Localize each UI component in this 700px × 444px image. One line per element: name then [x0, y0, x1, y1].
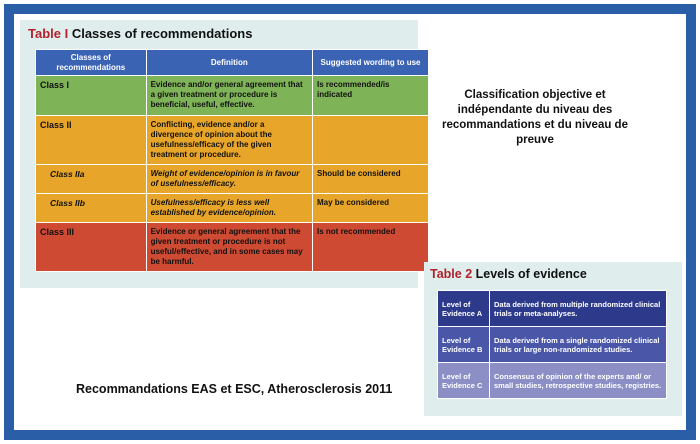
slide-caption: Classification objective et indépendante du niveau des recommandations et du niveau de preuve	[442, 89, 628, 146]
table-row	[36, 194, 429, 223]
class-iib-wording: May be considered	[313, 194, 429, 223]
levels-of-evidence-panel	[424, 262, 682, 416]
table1-title	[28, 26, 252, 41]
class-i-wording: Is recommended/is indicated	[313, 76, 429, 116]
table2-title	[430, 267, 587, 281]
table-row	[36, 76, 429, 116]
table-row	[36, 223, 429, 272]
level-b-description: Data derived from a single randomized clinical trials or large non-randomized studies.	[490, 327, 667, 363]
classes-of-recommendations-panel	[20, 20, 421, 288]
table-row	[36, 116, 429, 165]
class-iii-definition: Evidence or general agreement that the given treatment or procedure is not useful/effective, and in some cases may be harmful.	[146, 223, 312, 272]
table2-number: Table 2	[430, 267, 473, 281]
level-a-description: Data derived from multiple randomized clinical trials or meta-analyses.	[490, 291, 667, 327]
class-iib-definition: Usefulness/efficacy is less well established by evidence/opinion.	[146, 194, 312, 223]
class-iii-wording: Is not recommended	[313, 223, 429, 272]
class-iia-definition: Weight of evidence/opinion is in favour of usefulness/efficacy.	[146, 165, 312, 194]
level-c-label: Level of Evidence C	[438, 363, 490, 399]
class-i-label: Class I	[36, 76, 147, 116]
table-header-row	[36, 50, 429, 76]
table1-title-text: Classes of recommendations	[68, 26, 253, 41]
level-c-description: Consensus of opinion of the experts and/ or small studies, retrospective studies, registries.	[490, 363, 667, 399]
header-definition: Definition	[146, 50, 312, 76]
citation: Recommandations EAS et ESC, Atherosclerosis 2011	[76, 382, 393, 396]
class-iib-label: Class IIb	[36, 194, 147, 223]
table-row	[438, 291, 667, 327]
class-i-definition: Evidence and/or general agreement that a given treatment or procedure is beneficial, useful, effective.	[146, 76, 312, 116]
table1-number: Table I	[28, 26, 69, 41]
header-classes: Classes of recommendations	[36, 50, 147, 76]
classes-table	[35, 49, 429, 272]
class-ii-label: Class II	[36, 116, 147, 165]
class-iia-wording: Should be considered	[313, 165, 429, 194]
table-row	[438, 363, 667, 399]
header-wording: Suggested wording to use	[313, 50, 429, 76]
class-iii-label: Class III	[36, 223, 147, 272]
class-iia-label: Class IIa	[36, 165, 147, 194]
table-row	[438, 327, 667, 363]
table2-title-text: Levels of evidence	[472, 267, 587, 281]
table-row	[36, 165, 429, 194]
levels-table	[437, 290, 667, 399]
class-ii-definition: Conflicting, evidence and/or a divergence of opinion about the usefulness/efficacy of the given treatment or procedure.	[146, 116, 312, 165]
level-a-label: Level of Evidence A	[438, 291, 490, 327]
level-b-label: Level of Evidence B	[438, 327, 490, 363]
class-ii-wording	[313, 116, 429, 165]
